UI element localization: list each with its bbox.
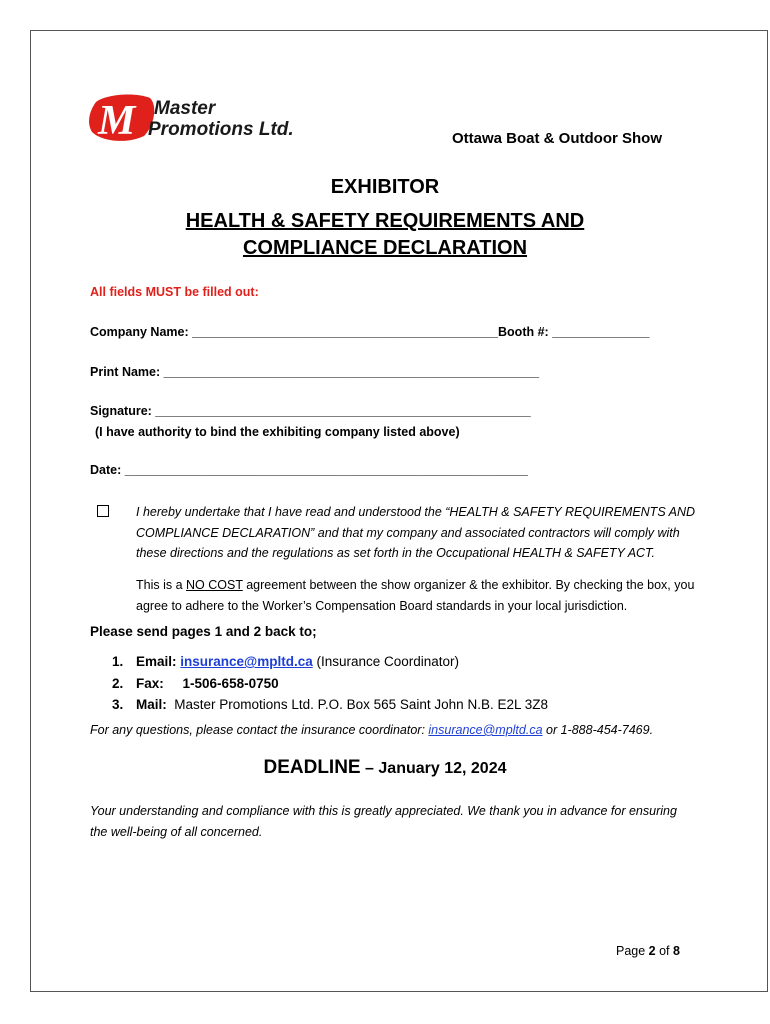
page-of: of bbox=[655, 944, 673, 958]
deadline bbox=[0, 757, 770, 779]
company-name-label: Company Name: bbox=[90, 325, 189, 339]
required-notice: All fields MUST be filled out: bbox=[90, 285, 259, 299]
page-current: 2 bbox=[648, 944, 656, 958]
no-cost-suffix: agreement between the show organizer & the exhibitor. By checking the box, you agree to adhere to the Worker’s Compensation Board standards in your local jurisdiction. bbox=[136, 578, 695, 613]
company-name-blank[interactable]: ____________________________________________ bbox=[192, 325, 499, 339]
signature-field[interactable] bbox=[90, 404, 531, 418]
logo-line1: Master bbox=[154, 98, 216, 119]
send-heading: Please send pages 1 and 2 back to; bbox=[90, 624, 317, 639]
booth-blank[interactable]: ______________ bbox=[552, 325, 650, 339]
deadline-date: January 12, 2024 bbox=[378, 760, 507, 777]
page-total: 8 bbox=[673, 944, 680, 958]
email-link[interactable]: insurance@mpltd.ca bbox=[180, 654, 313, 669]
title-health-safety: HEALTH & SAFETY REQUIREMENTS AND bbox=[185, 210, 585, 232]
title-compliance: COMPLIANCE DECLARATION bbox=[242, 237, 528, 259]
title-exhibitor: EXHIBITOR bbox=[330, 176, 440, 198]
deadline-label: DEADLINE bbox=[263, 757, 361, 778]
contact-fax-row bbox=[112, 673, 548, 695]
logo-line2: Promotions Ltd. bbox=[148, 119, 294, 140]
undertake-statement: I hereby undertake that I have read and understood the “HEALTH & SAFETY REQUIREMENTS AND COMPLIANCE DECLARATION” and that my company and associated contractors will comply with these directions and the regulations as set forth in the Occupational HEALTH & SAFETY ACT. bbox=[136, 505, 696, 560]
date-label: Date: bbox=[90, 463, 122, 477]
print-name-label: Print Name: bbox=[90, 365, 161, 379]
agreement-checkbox[interactable] bbox=[97, 505, 109, 517]
company-name-field[interactable] bbox=[90, 325, 650, 339]
contact-mail-row bbox=[112, 694, 548, 716]
authority-note: (I have authority to bind the exhibiting company listed above) bbox=[95, 425, 460, 439]
questions-prefix: For any questions, please contact the insurance coordinator: bbox=[90, 723, 429, 737]
deadline-dash: – bbox=[360, 760, 379, 777]
contact-email-row bbox=[112, 651, 548, 673]
signature-label: Signature: bbox=[90, 404, 152, 418]
company-logo bbox=[88, 92, 298, 144]
booth-label: Booth #: bbox=[498, 325, 549, 339]
logo-graphic bbox=[88, 92, 298, 144]
no-cost-statement bbox=[136, 575, 706, 616]
closing-statement: Your understanding and compliance with this is greatly appreciated. We thank you in advance for ensuring the well-being of all concerned. bbox=[90, 804, 677, 839]
questions-suffix: or 1-888-454-7469. bbox=[542, 723, 654, 737]
email-note: (Insurance Coordinator) bbox=[312, 654, 460, 669]
fax-number: 1-506-658-0750 bbox=[182, 675, 279, 691]
mail-label: Mail: bbox=[136, 697, 167, 712]
date-blank[interactable]: __________________________________________________________ bbox=[124, 463, 528, 477]
no-cost-prefix: This is a bbox=[136, 578, 187, 592]
date-field[interactable] bbox=[90, 463, 528, 477]
show-name: Ottawa Boat & Outdoor Show bbox=[452, 130, 662, 147]
email-label: Email: bbox=[136, 654, 177, 669]
questions-line bbox=[90, 723, 653, 737]
no-cost-term: NO COST bbox=[186, 578, 243, 592]
list-number: 3. bbox=[112, 697, 124, 712]
contact-list bbox=[112, 651, 548, 716]
page-prefix: Page bbox=[616, 944, 649, 958]
logo-mark: M bbox=[98, 98, 136, 144]
list-number: 2. bbox=[112, 675, 124, 691]
questions-email-link[interactable]: insurance@mpltd.ca bbox=[428, 723, 543, 737]
page-number bbox=[616, 944, 680, 958]
list-number: 1. bbox=[112, 654, 124, 669]
print-name-blank[interactable]: ______________________________________________________ bbox=[163, 365, 540, 379]
fax-label: Fax: bbox=[136, 675, 164, 691]
print-name-field[interactable] bbox=[90, 365, 539, 379]
signature-blank[interactable]: ______________________________________________________ bbox=[155, 404, 531, 418]
mail-address: Master Promotions Ltd. P.O. Box 565 Saint John N.B. E2L 3Z8 bbox=[174, 697, 548, 712]
